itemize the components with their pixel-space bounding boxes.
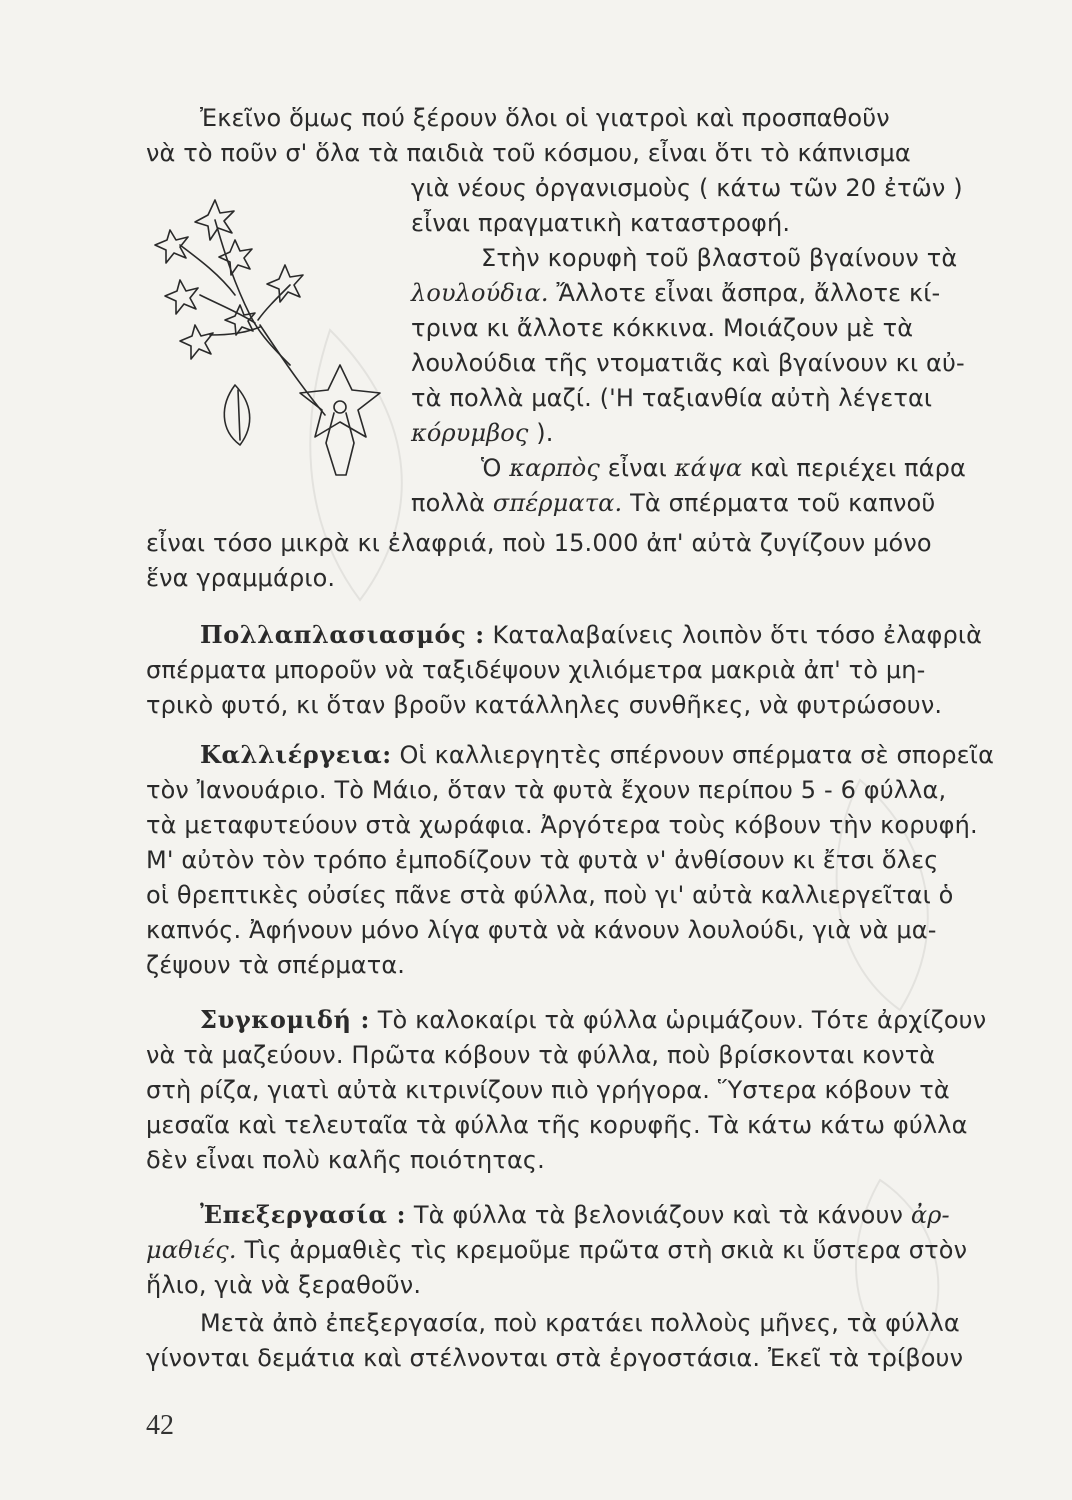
text-line: ζέψουν τὰ σπέρματα. xyxy=(146,951,406,979)
text-line: γιὰ νέους ὀργανισμοὺς ( κάτω τῶν 20 ἐτῶν ) xyxy=(411,174,963,202)
italic-term: μαθιές. xyxy=(146,1236,237,1264)
text-line: μεσαῖα καὶ τελευταῖα τὰ φύλλα τῆς κορυφῆς. Τὰ κάτω κάτω φύλλα xyxy=(146,1111,968,1139)
text-line: ἥλιο, γιὰ νὰ ξεραθοῦν. xyxy=(146,1271,422,1299)
text-span: Ἄλλοτε εἶναι ἄσπρα, ἄλλοτε κί- xyxy=(548,279,941,307)
tobacco-flower-illustration-icon xyxy=(140,185,390,485)
text-line xyxy=(200,1200,950,1230)
text-line: τὰ πολλὰ μαζί. ('Η ταξιανθία αὐτὴ λέγεται xyxy=(411,384,933,412)
text-line: σπέρματα μποροῦν νὰ ταξιδέψουν χιλιόμετρα μακριὰ ἀπ' τὸ μη- xyxy=(146,656,926,684)
italic-term: κάψα xyxy=(674,454,743,482)
text-line: τρινα κι ἄλλοτε κόκκινα. Μοιάζουν μὲ τὰ xyxy=(411,314,914,342)
text-line: Ἐκεῖνο ὅμως πού ξέρουν ὅλοι οἱ γιατροὶ καὶ προσπαθοῦν xyxy=(200,104,890,132)
text-line: Μ' αὐτὸν τὸν τρόπο ἐμποδίζουν τὰ φυτὰ ν' ἀνθίσουν κι ἔτσι ὅλες xyxy=(146,846,939,874)
page-number: 42 xyxy=(146,1410,174,1441)
section-heading: Ἐπεξεργασία : xyxy=(200,1200,407,1229)
text-line xyxy=(200,620,982,650)
text-line xyxy=(481,453,966,483)
text-span: Τὶς ἀρμαθιὲς τὶς κρεμοῦμε πρῶτα στὴ σκιὰ κι ὕστερα στὸν xyxy=(236,1236,968,1264)
text-line: στὴ ρίζα, γιατὶ αὐτὰ κιτρινίζουν πιὸ γρήγορα. Ὕστερα κόβουν τὰ xyxy=(146,1076,950,1104)
text-line: καπνός. Ἀφήνουν μόνο λίγα φυτὰ νὰ κάνουν λουλούδι, γιὰ νὰ μα- xyxy=(146,916,937,944)
text-line: νὰ τὸ ποῦν σ' ὅλα τὰ παιδιὰ τοῦ κόσμου, εἶναι ὅτι τὸ κάπνισμα xyxy=(146,139,911,167)
text-line: λουλούδια τῆς ντοματιᾶς καὶ βγαίνουν κι αὐ- xyxy=(411,349,965,377)
text-line: Μετὰ ἀπὸ ἐπεξεργασία, ποὺ κρατάει πολλοὺς μῆνες, τὰ φύλλα xyxy=(200,1309,960,1337)
text-line: γίνονται δεμάτια καὶ στέλνονται στὰ ἐργοστάσια. Ἐκεῖ τὰ τρίβουν xyxy=(146,1344,964,1372)
italic-term: ἀρ- xyxy=(910,1201,950,1229)
text-line xyxy=(200,740,994,770)
text-line xyxy=(411,278,940,308)
text-span: Οἱ καλλιεργητὲς σπέρνουν σπέρματα σὲ σπορεῖα xyxy=(391,741,995,769)
text-span: Ὁ xyxy=(481,454,510,482)
italic-term: λουλούδια. xyxy=(411,279,549,307)
section-heading: Συγκομιδή : xyxy=(200,1005,370,1034)
text-span: καὶ περιέχει πάρα xyxy=(742,454,966,482)
text-span: Τὰ σπέρματα τοῦ καπνοῦ xyxy=(622,489,936,517)
text-line: τὸν Ἰανουάριο. Τὸ Μάιο, ὅταν τὰ φυτὰ ἔχουν περίπου 5 - 6 φύλλα, xyxy=(146,776,947,804)
text-line xyxy=(200,1005,986,1035)
italic-term: κόρυμβος xyxy=(411,419,529,447)
text-line: δὲν εἶναι πολὺ καλῆς ποιότητας. xyxy=(146,1146,545,1174)
text-span: Τὸ καλοκαίρι τὰ φύλλα ὡριμάζουν. Τότε ἀρχίζουν xyxy=(369,1006,987,1034)
italic-term: σπέρματα. xyxy=(492,489,623,517)
text-line: Στὴν κορυφὴ τοῦ βλαστοῦ βγαίνουν τὰ xyxy=(481,244,958,272)
text-line: οἱ θρεπτικὲς οὐσίες πᾶνε στὰ φύλλα, ποὺ γι' αὐτὰ καλλιεργεῖται ὁ xyxy=(146,881,954,909)
text-line xyxy=(411,418,554,448)
text-span: ). xyxy=(528,419,554,447)
section-heading: Καλλιέργεια: xyxy=(200,740,392,769)
text-line: νὰ τὰ μαζεύουν. Πρῶτα κόβουν τὰ φύλλα, ποὺ βρίσκονται κοντὰ xyxy=(146,1041,936,1069)
text-span: Τὰ φύλλα τὰ βελονιάζουν καὶ τὰ κάνουν xyxy=(406,1201,911,1229)
text-line: τὰ μεταφυτεύουν στὰ χωράφια. Ἀργότερα τοὺς κόβουν τὴν κορυφή. xyxy=(146,811,978,839)
text-line xyxy=(411,488,935,518)
text-span: Καταλαβαίνεις λοιπὸν ὅτι τόσο ἐλαφριὰ xyxy=(484,621,983,649)
text-line: εἶναι πραγματικὴ καταστροφή. xyxy=(411,209,791,237)
text-line: ἕνα γραμμάριο. xyxy=(146,564,336,592)
text-line xyxy=(146,1235,967,1265)
text-span: πολλὰ xyxy=(411,489,493,517)
section-heading: Πολλαπλασιασμός : xyxy=(200,620,485,649)
italic-term: καρπὸς xyxy=(509,454,600,482)
text-span: εἶναι xyxy=(599,454,675,482)
text-line: εἶναι τόσο μικρὰ κι ἐλαφριά, ποὺ 15.000 ἀπ' αὐτὰ ζυγίζουν μόνο xyxy=(146,529,932,557)
text-line: τρικὸ φυτό, κι ὅταν βροῦν κατάλληλες συνθῆκες, νὰ φυτρώσουν. xyxy=(146,691,943,719)
